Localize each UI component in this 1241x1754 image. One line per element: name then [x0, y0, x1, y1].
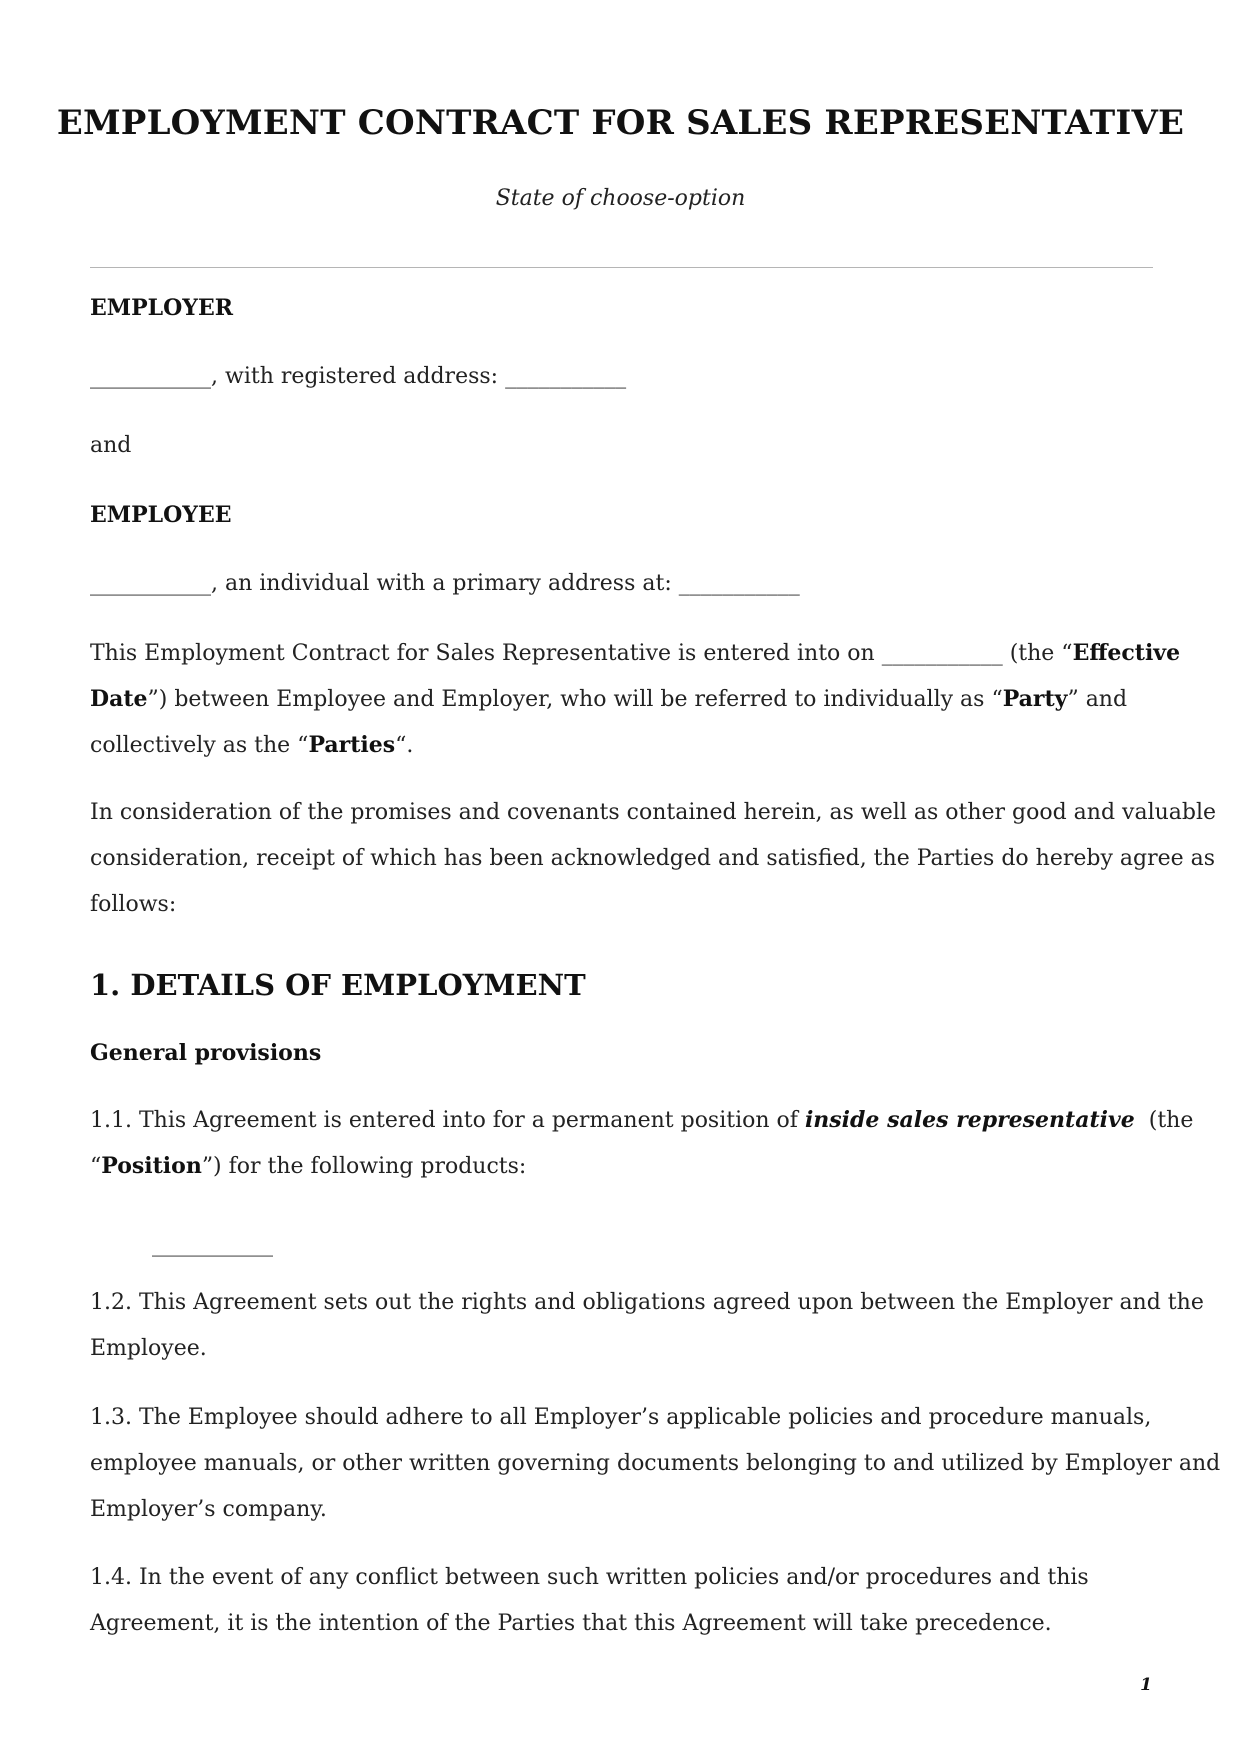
employer-name-blank: ___________	[90, 364, 211, 389]
intro-text: collectively as the “	[90, 733, 309, 758]
employer-address-text: , with registered address:	[211, 364, 506, 389]
clause-1-4-line-1: 1.4. In the event of any conflict between such written policies and/or procedures and this	[90, 1565, 1089, 1590]
page-number: 1	[1140, 1675, 1152, 1695]
intro-line-1	[90, 630, 1180, 677]
employer-label: EMPLOYER	[90, 295, 234, 321]
intro-line-3	[90, 722, 413, 769]
consideration-line-3: follows:	[90, 892, 177, 917]
section-heading: 1. DETAILS OF EMPLOYMENT	[90, 968, 586, 1002]
clause-1-3-line-2: employee manuals, or other written governing documents belonging to and utilized by Employer and	[90, 1451, 1221, 1476]
effective-date-blank: ___________	[881, 641, 1003, 666]
parties-term: Parties	[308, 732, 396, 758]
title-divider	[90, 267, 1153, 268]
intro-text: This Employment Contract for Sales Representative is entered into on	[90, 641, 882, 666]
effective-date-term: Date	[90, 686, 148, 712]
position-title: inside sales representative	[804, 1107, 1135, 1133]
clause-text: 1.1. This Agreement is entered into for a permanent position of	[90, 1108, 805, 1133]
employee-name-blank: ___________	[90, 571, 211, 596]
intro-line-2	[90, 676, 1127, 723]
clause-1-2-line-1: 1.2. This Agreement sets out the rights and obligations agreed upon between the Employer and the	[90, 1290, 1204, 1315]
intro-text: “.	[395, 733, 414, 758]
clause-1-1-line-1	[90, 1097, 1193, 1144]
clause-1-3-line-3: Employer’s company.	[90, 1497, 327, 1522]
intro-text: ”) between Employee and Employer, who will be referred to individually as “	[147, 687, 1003, 712]
clause-1-4-line-2: Agreement, it is the intention of the Parties that this Agreement will take precedence.	[90, 1611, 1052, 1636]
employee-address-text: , an individual with a primary address at:	[211, 571, 679, 596]
employee-address-blank: ___________	[678, 571, 800, 596]
consideration-line-1: In consideration of the promises and covenants contained herein, as well as other good and valuable	[90, 800, 1217, 825]
party-term: Party	[1002, 686, 1068, 712]
consideration-line-2: consideration, receipt of which has been acknowledged and satisfied, the Parties do hereby agree as	[90, 846, 1216, 871]
product-blank: ___________	[152, 1232, 273, 1257]
clause-1-1-line-2	[90, 1143, 526, 1190]
clause-text: (the	[1134, 1108, 1194, 1133]
document-subtitle: State of choose-option	[495, 186, 746, 211]
clause-text: “	[90, 1154, 102, 1179]
document-title: EMPLOYMENT CONTRACT FOR SALES REPRESENTATIVE	[56, 103, 1185, 143]
intro-text: ” and	[1067, 687, 1128, 712]
section-subheading: General provisions	[90, 1040, 322, 1066]
position-term: Position	[101, 1153, 202, 1179]
connector-and: and	[90, 433, 132, 458]
clause-text: ”) for the following products:	[201, 1154, 527, 1179]
employer-address-blank: ___________	[505, 364, 627, 389]
clause-1-3-line-1: 1.3. The Employee should adhere to all Employer’s applicable policies and procedure manuals,	[90, 1405, 1152, 1430]
clause-1-2-line-2: Employee.	[90, 1336, 207, 1361]
intro-text: (the “	[1002, 641, 1073, 666]
employee-details	[90, 561, 800, 607]
employer-details	[90, 354, 626, 400]
effective-date-term: Effective	[1072, 640, 1181, 666]
employee-label: EMPLOYEE	[90, 502, 232, 528]
